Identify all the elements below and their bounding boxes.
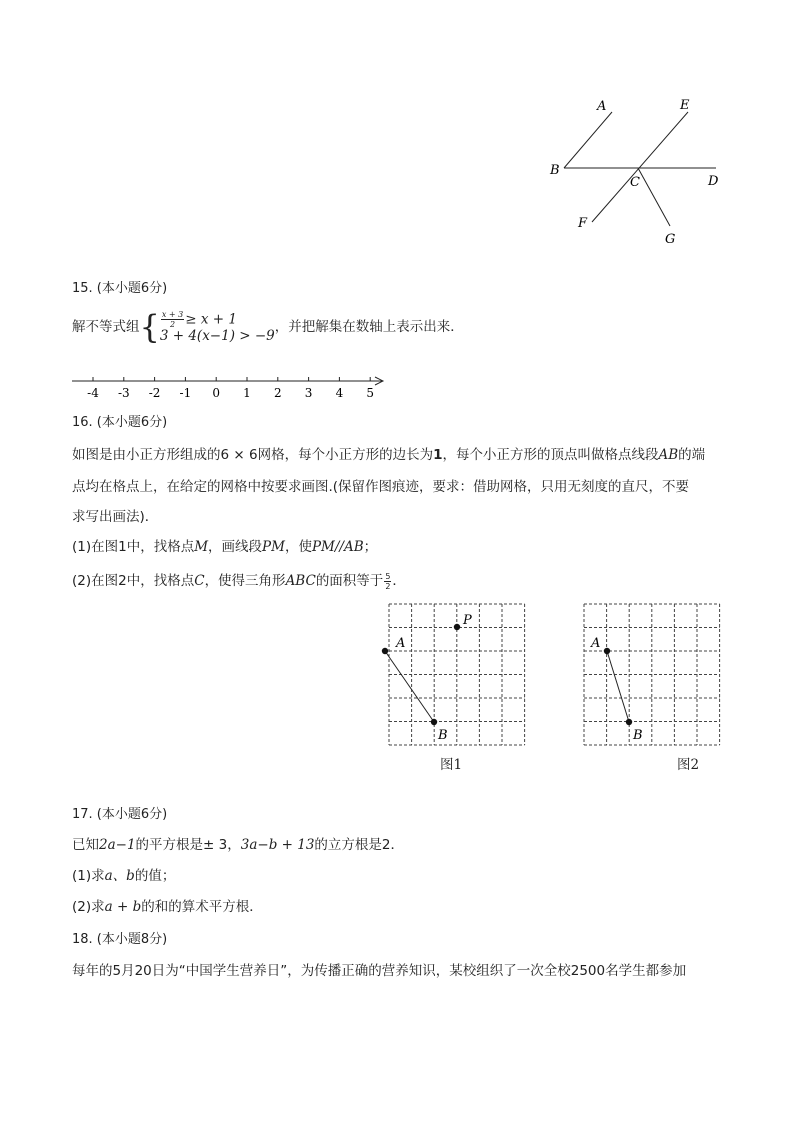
number-line-label: 1	[243, 386, 251, 400]
label-g: G	[665, 232, 676, 247]
q16-line1: 如图是由小正方形组成的6 × 6网格，每个小正方形的边长为1，每个小正方形的顶点叫做格点线段AB的端	[72, 447, 706, 463]
q17-sub1: (1)求a、b的值；	[72, 868, 176, 884]
number-line	[70, 370, 390, 402]
number-line-label: -4	[87, 386, 99, 400]
label-a-fig1: A	[396, 636, 406, 651]
q17-sub2: (2)求a + b的和的算术平方根．	[72, 899, 263, 915]
point-a-fig2	[604, 648, 610, 654]
q15-prompt: 解不等式组	[72, 319, 140, 335]
ineq2: 3 + 4(x−1) > −9	[159, 328, 275, 344]
number-line-label: 0	[212, 386, 221, 400]
segment-ab-fig2	[607, 651, 629, 722]
q16-sub2: (2)在图2中，找格点C，使得三角形ABC的面积等于 $\frac{5}{2}$ ．	[72, 571, 406, 591]
figure-1-grid	[380, 598, 540, 776]
label-f: F	[578, 216, 588, 231]
number-line-label: 2	[273, 386, 282, 400]
label-b: B	[550, 163, 560, 178]
point-p-fig1	[454, 624, 460, 630]
figure-1-caption: 图1	[440, 757, 463, 773]
ineq1-rhs: ≥ x + 1	[185, 311, 237, 328]
area-fraction: $\frac{5}{2}$	[385, 571, 391, 591]
point-b-fig1	[431, 719, 437, 725]
number-line-label: -2	[148, 386, 161, 400]
label-e: E	[680, 98, 690, 113]
point-b-fig2	[626, 719, 632, 725]
q17-line1: 已知2a−1的平方根是± 3，3a−b + 13的立方根是2．	[72, 837, 405, 853]
q18-header: 18. (本小题8分)	[72, 932, 168, 947]
label-a: A	[597, 99, 607, 114]
inequality-system	[160, 310, 275, 344]
figure-2-caption: 图2	[677, 757, 700, 773]
q15-suffix: ，并把解集在数轴上表示出来．	[274, 319, 464, 335]
q16-line2: 点均在格点上，在给定的网格中按要求画图.(保留作图痕迹，要求：借助网格，只用无刻度的直尺，不要	[72, 479, 690, 495]
number-line-label: -1	[179, 386, 192, 400]
number-line-label: 3	[304, 386, 313, 400]
label-d: D	[708, 174, 719, 189]
ineq1-fraction: $\frac{x + 3}{2}$	[161, 310, 184, 329]
q15-problem	[72, 310, 464, 350]
angle-geometry-figure	[540, 92, 740, 252]
label-p-fig1: P	[463, 613, 472, 628]
q16-line3: 求写出画法)．	[72, 509, 159, 525]
point-a-fig1	[382, 648, 388, 654]
q17-header: 17. (本小题6分)	[72, 807, 168, 822]
q18-line1: 每年的5月20日为“中国学生营养日”，为传播正确的营养知识，某校组织了一次全校2500名学生都参加	[72, 963, 687, 979]
line-fe	[592, 112, 688, 222]
system-brace: {	[139, 308, 160, 346]
number-line-label: 5	[366, 386, 375, 400]
q16-header: 16. (本小题6分)	[72, 415, 168, 430]
q16-sub1: (1)在图1中，找格点M，画线段PM，使PM//AB；	[72, 539, 378, 555]
number-line-label: -3	[117, 386, 130, 400]
line-cg	[638, 168, 670, 226]
q15-header: 15. (本小题6分)	[72, 281, 168, 296]
line-ba	[564, 112, 612, 168]
label-b-fig2: B	[633, 728, 643, 743]
number-line-label: 4	[335, 386, 344, 400]
label-a-fig2: A	[591, 636, 601, 651]
figure-2-grid	[575, 598, 735, 776]
label-c: C	[630, 175, 640, 190]
segment-ab-fig1	[385, 651, 434, 722]
label-b-fig1: B	[438, 728, 448, 743]
